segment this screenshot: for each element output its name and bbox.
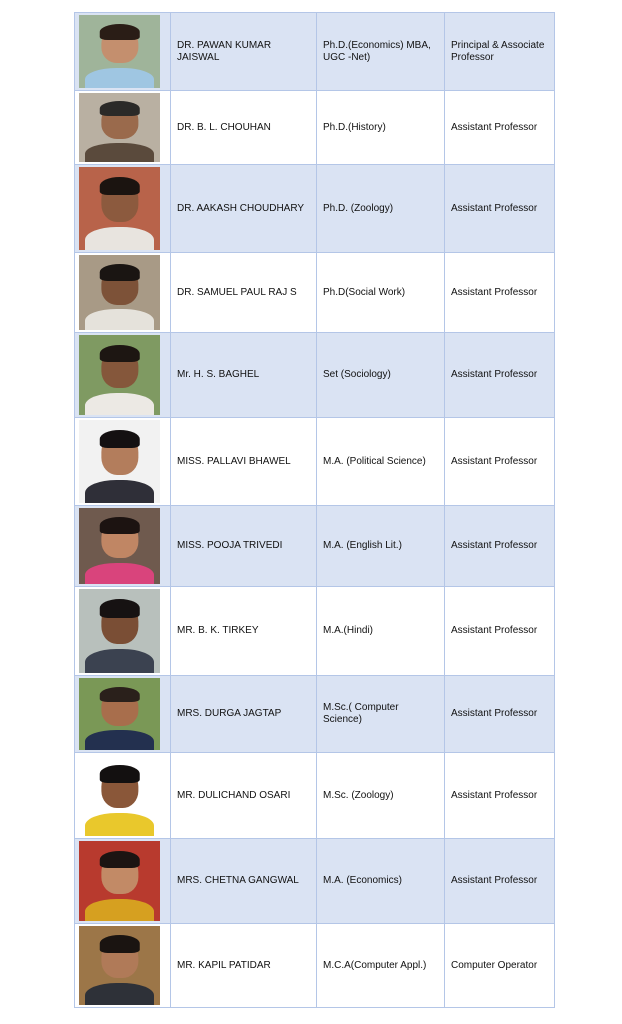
staff-designation: Principal & Associate Professor <box>445 13 555 91</box>
photo-cell <box>75 676 171 753</box>
staff-qualification: Set (Sociology) <box>317 333 445 418</box>
staff-designation: Assistant Professor <box>445 587 555 676</box>
staff-name: DR. AAKASH CHOUDHARY <box>171 165 317 253</box>
staff-designation: Assistant Professor <box>445 676 555 753</box>
staff-table <box>74 12 555 1008</box>
staff-photo <box>79 335 160 415</box>
staff-designation: Assistant Professor <box>445 839 555 924</box>
staff-qualification: M.Sc. (Zoology) <box>317 753 445 839</box>
staff-row <box>75 418 555 506</box>
photo-cell <box>75 165 171 253</box>
staff-row <box>75 506 555 587</box>
staff-row <box>75 333 555 418</box>
staff-name: MISS. POOJA TRIVEDI <box>171 506 317 587</box>
staff-name: MR. KAPIL PATIDAR <box>171 924 317 1008</box>
staff-row <box>75 165 555 253</box>
staff-row <box>75 253 555 333</box>
staff-name: DR. B. L. CHOUHAN <box>171 91 317 165</box>
staff-designation: Assistant Professor <box>445 91 555 165</box>
staff-row <box>75 753 555 839</box>
staff-name: DR. SAMUEL PAUL RAJ S <box>171 253 317 333</box>
staff-qualification: Ph.D(Social Work) <box>317 253 445 333</box>
staff-designation: Assistant Professor <box>445 333 555 418</box>
staff-row <box>75 839 555 924</box>
photo-cell <box>75 418 171 506</box>
staff-qualification: M.Sc.( Computer Science) <box>317 676 445 753</box>
staff-photo <box>79 420 160 503</box>
staff-photo <box>79 93 160 162</box>
staff-name: DR. PAWAN KUMAR JAISWAL <box>171 13 317 91</box>
staff-name: Mr. H. S. BAGHEL <box>171 333 317 418</box>
staff-designation: Assistant Professor <box>445 753 555 839</box>
staff-name: MR. DULICHAND OSARI <box>171 753 317 839</box>
photo-cell <box>75 506 171 587</box>
staff-photo <box>79 255 160 330</box>
staff-name: MRS. CHETNA GANGWAL <box>171 839 317 924</box>
staff-qualification: Ph.D.(History) <box>317 91 445 165</box>
staff-row <box>75 587 555 676</box>
staff-photo <box>79 755 160 836</box>
staff-designation: Assistant Professor <box>445 418 555 506</box>
photo-cell <box>75 924 171 1008</box>
photo-cell <box>75 253 171 333</box>
staff-name: MISS. PALLAVI BHAWEL <box>171 418 317 506</box>
staff-qualification: Ph.D. (Zoology) <box>317 165 445 253</box>
staff-row <box>75 91 555 165</box>
staff-qualification: M.A. (Political Science) <box>317 418 445 506</box>
staff-photo <box>79 678 160 750</box>
staff-designation: Assistant Professor <box>445 165 555 253</box>
photo-cell <box>75 753 171 839</box>
staff-qualification: M.A. (English Lit.) <box>317 506 445 587</box>
staff-photo <box>79 15 160 88</box>
staff-row <box>75 676 555 753</box>
staff-row <box>75 924 555 1008</box>
staff-name: MR. B. K. TIRKEY <box>171 587 317 676</box>
staff-row <box>75 13 555 91</box>
photo-cell <box>75 13 171 91</box>
staff-designation: Computer Operator <box>445 924 555 1008</box>
staff-photo <box>79 926 160 1005</box>
staff-designation: Assistant Professor <box>445 506 555 587</box>
staff-name: MRS. DURGA JAGTAP <box>171 676 317 753</box>
photo-cell <box>75 587 171 676</box>
staff-qualification: M.C.A(Computer Appl.) <box>317 924 445 1008</box>
staff-table-body <box>75 13 555 1008</box>
photo-cell <box>75 91 171 165</box>
photo-cell <box>75 839 171 924</box>
photo-cell <box>75 333 171 418</box>
staff-qualification: M.A.(Hindi) <box>317 587 445 676</box>
staff-designation: Assistant Professor <box>445 253 555 333</box>
staff-photo <box>79 508 160 584</box>
staff-photo <box>79 167 160 250</box>
staff-photo <box>79 589 160 673</box>
staff-qualification: Ph.D.(Economics) MBA, UGC -Net) <box>317 13 445 91</box>
staff-qualification: M.A. (Economics) <box>317 839 445 924</box>
staff-photo <box>79 841 160 921</box>
